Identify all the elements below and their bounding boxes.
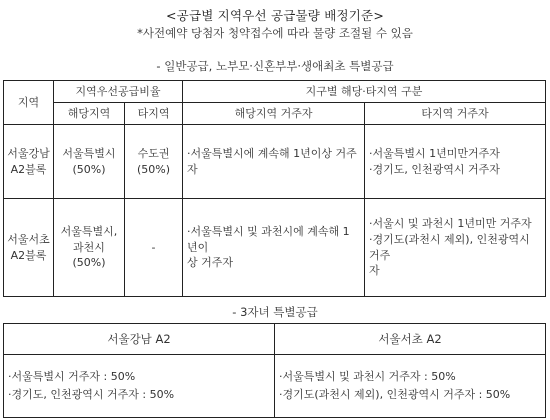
cell-region xyxy=(4,199,54,297)
allocation-table xyxy=(3,80,546,297)
cell-line: (50%) xyxy=(72,162,106,176)
cell-line: 서울서초 xyxy=(7,232,50,246)
cell-line: A2블록 xyxy=(10,248,47,262)
cell-line: ·경기도, 인천광역시 거주자 : 50% xyxy=(8,388,175,401)
header-gangnam: 서울강남 A2 xyxy=(4,324,275,355)
cell-line: 상 거주자 xyxy=(187,256,234,270)
header-local: 해당지역 xyxy=(54,103,125,125)
cell-line: ·서울특별시 및 과천시 거주자 : 50% xyxy=(279,370,456,383)
section2-heading: - 3자녀 특별공급 xyxy=(232,305,318,319)
cell-other-resident xyxy=(365,199,546,297)
header-local-resident: 해당지역 거주자 xyxy=(183,103,365,125)
cell-local-resident xyxy=(183,125,365,199)
header-priority-ratio: 지역우선공급비율 xyxy=(54,81,183,103)
cell-line: ·서울시 및 과천시 1년미만 거주자 xyxy=(369,216,532,230)
table-row xyxy=(4,125,546,199)
doc-title: <공급별 지역우선 공급물량 배정기준> xyxy=(166,8,384,23)
cell-other-resident xyxy=(365,125,546,199)
cell-local xyxy=(54,199,125,297)
cell-line: (50%) xyxy=(136,162,171,176)
cell-seocho xyxy=(275,355,546,418)
cell-line: ·경기도, 인천광역시 거주자 xyxy=(369,162,500,176)
cell-line: ·서울특별시 거주자 : 50% xyxy=(8,370,136,383)
cell-line: ·경기도(과천시 제외), 인천광역시 거주 xyxy=(369,232,530,262)
cell-line: 서울강남 xyxy=(7,146,50,160)
header-seocho: 서울서초 A2 xyxy=(275,324,546,355)
cell-line: A2블록 xyxy=(10,162,47,176)
cell-local-resident xyxy=(183,199,365,297)
header-other-resident: 타지역 거주자 xyxy=(365,103,546,125)
cell-line: - xyxy=(151,240,156,254)
cell-line: 서울특별시 xyxy=(62,146,116,160)
cell-line: ·서울특별시 1년미만거주자 xyxy=(369,146,500,160)
cell-local xyxy=(54,125,125,199)
cell-line: ·서울특별시 및 과천시에 계속해 1년이 xyxy=(187,224,350,254)
cell-region xyxy=(4,125,54,199)
table-row xyxy=(4,199,546,297)
cell-other xyxy=(125,125,183,199)
cell-line: (50%) xyxy=(72,256,106,270)
cell-other xyxy=(125,199,183,297)
cell-gangnam xyxy=(4,355,275,418)
cell-line: 서울특별시, xyxy=(60,224,118,238)
cell-line: 과천시 xyxy=(73,240,105,254)
section1-heading: - 일반공급, 노부모·신혼부부·생애최초 특별공급 xyxy=(156,59,394,73)
header-other: 타지역 xyxy=(125,103,183,125)
header-region: 지역 xyxy=(4,81,54,125)
cell-line: ·경기도(과천시 제외), 인천광역시 거주자 : 50% xyxy=(279,388,511,401)
doc-subtitle: *사전예약 당첨자 청약접수에 따라 물량 조절될 수 있음 xyxy=(137,26,413,40)
header-division: 지구별 해당·타지역 구분 xyxy=(183,81,546,103)
three-children-table xyxy=(3,323,546,418)
cell-line: 자 xyxy=(369,264,380,278)
cell-line: 수도권 xyxy=(137,146,170,160)
cell-line: ·서울특별시에 계속해 1년이상 거주자 xyxy=(187,146,357,176)
